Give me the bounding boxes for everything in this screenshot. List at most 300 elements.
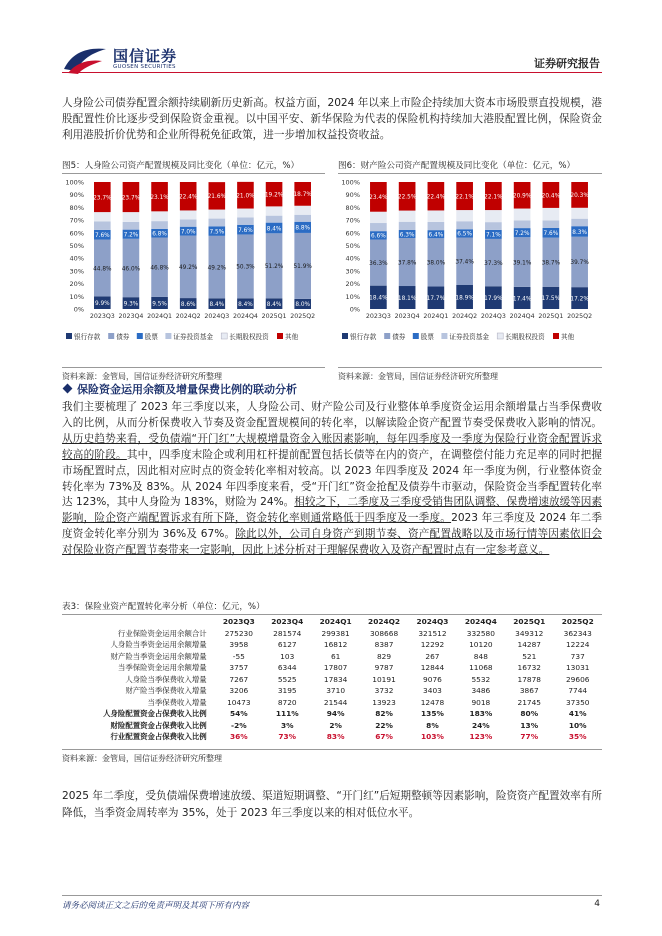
fig5-xtick-label: 2024Q1 (147, 313, 173, 320)
table3-source: 资料来源：金管局，国信证券经济研究所整理 (62, 754, 222, 763)
fig6-ytick-label: 80% (345, 203, 360, 212)
fig6-bar-segment (485, 222, 502, 230)
fig5-data-label: 49.2% (178, 265, 198, 272)
fig5-ytick-label: 40% (69, 254, 84, 263)
table3-cell: 12292 (420, 640, 445, 649)
fig6-bar-segment (428, 222, 445, 230)
fig6-data-label: 37.8% (397, 260, 417, 267)
fig6-data-label: 6.3% (399, 232, 415, 239)
fig5-bottom-rule (62, 367, 325, 368)
body-part4: 相较之下，二季度及三季度受销售团队调整、保费增速放缓等因素影响，险企资产端配置诉求有所下降，资金转化率则通常略低于四季度及一季度。 (62, 496, 602, 525)
table-row (62, 639, 602, 651)
fig6-data-label: 17.7% (426, 296, 446, 303)
table3-cell: 5532 (471, 674, 491, 684)
fig6-bar-segment (370, 212, 387, 223)
fig6-bar-segment (456, 221, 473, 229)
table-row (62, 697, 602, 709)
fig5-data-label: 22.4% (178, 194, 198, 201)
fig6-bar-segment (428, 210, 445, 221)
fig6-bar-segment (514, 220, 531, 228)
table3-col-header: 2024Q4 (464, 617, 497, 626)
fig5-data-label: 50.3% (236, 264, 255, 271)
table3-cell: 14287 (517, 640, 542, 649)
fig5-data-label: 21.6% (207, 194, 227, 201)
fig6-bar-segment (399, 222, 416, 230)
fig6-data-label: 20.9% (512, 193, 532, 200)
fig6-bar-segment (370, 223, 387, 231)
fig6-data-label: 22.1% (484, 194, 503, 201)
fig6-bar-segment (514, 209, 531, 221)
table3-cell: 737 (570, 651, 585, 661)
table3-row-label: 人身险配置资金占保费收入比例 (103, 709, 207, 718)
fig6-xtick-label: 2023Q4 (394, 313, 420, 320)
table3-cell: 3757 (229, 663, 249, 672)
table3-cell: 6344 (277, 663, 297, 672)
table3-cell: 10473 (227, 697, 251, 707)
table3-row-label: 财险配置资金占保费收入比例 (110, 720, 207, 730)
fig6-data-label: 36.3% (369, 260, 388, 267)
fig5-ytick-label: 10% (69, 292, 84, 301)
fig5-ytick-label: 50% (69, 242, 84, 250)
fig6-data-label: 37.3% (484, 260, 503, 267)
table3-cell: 3206 (229, 686, 249, 695)
fig5-data-label: 51.2% (264, 264, 284, 271)
fig6-xtick-label: 2023Q3 (365, 313, 391, 320)
fig5-xtick-label: 2024Q2 (175, 313, 201, 320)
fig5-ytick-label: 30% (69, 267, 84, 276)
fig6-xtick-label: 2024Q2 (452, 313, 478, 320)
table3-cell: 21544 (323, 697, 348, 707)
footer-disclaimer: 请务必阅读正文之后的免责声明及其项下所有内容 (62, 901, 250, 911)
table3-cell: 10191 (372, 674, 396, 684)
table3-row-label: 行业保险资金运用余额合计 (117, 628, 207, 638)
table3-row-label: 财产险当季资金运用余额增量 (110, 651, 207, 661)
fig5-bar-segment (180, 210, 197, 219)
fig6-data-label: 6.5% (457, 231, 472, 238)
fig6-legend-label: 股票 (420, 333, 434, 341)
company-name-cn: 国信证券 (113, 47, 178, 65)
fig5-legend-label: 股票 (144, 333, 158, 341)
table3-cell: 332580 (466, 628, 495, 638)
fig6-data-label: 6.4% (428, 232, 444, 239)
fig5-data-label: 19.2% (264, 192, 284, 199)
fig6-data-label: 38.0% (426, 260, 446, 267)
fig6-data-label: 23.4% (369, 195, 388, 202)
fig6-legend-swatch (413, 333, 419, 339)
fig5-source: 资料来源：金管局，国信证券经济研究所整理 (62, 372, 222, 381)
table3-cell: 54% (229, 709, 248, 718)
fig5-data-label: 8.8% (295, 225, 311, 232)
fig6-legend-swatch (553, 333, 559, 339)
table3-cell: 3732 (374, 686, 394, 695)
fig6-ytick-label: 90% (345, 191, 360, 200)
table3-cell: 3195 (277, 686, 297, 695)
page-number: 4 (594, 899, 600, 909)
table3-cell: 21745 (517, 697, 542, 707)
fig5-data-label: 8.0% (295, 302, 311, 309)
table3-cell: 8387 (374, 640, 394, 649)
fig6-data-label: 39.7% (570, 260, 589, 267)
fig5-data-label: 9.5% (152, 301, 167, 308)
table3-cell: 362343 (563, 628, 592, 638)
table3-cell: 5525 (277, 674, 297, 684)
table3-cell: 349312 (515, 628, 544, 638)
fig5-ytick-label: 70% (69, 216, 84, 225)
fig6-chart (338, 178, 602, 353)
table3-cell: 67% (375, 732, 393, 741)
fig5-legend-label: 长期股权投资 (229, 333, 269, 341)
table3-cell: 3867 (519, 686, 539, 695)
report-type: 证券研究报告 (534, 57, 600, 70)
table3-col-header: 2023Q4 (271, 617, 304, 626)
fig5-title-rule (62, 173, 325, 174)
fig6-legend-label: 证券投资基金 (449, 333, 489, 341)
fig5-ytick-label: 90% (69, 191, 84, 200)
fig6-data-label: 7.6% (543, 231, 559, 238)
table3-cell: 135% (421, 709, 444, 718)
fig6-data-label: 17.9% (484, 295, 503, 302)
table3-col-header: 2024Q2 (368, 617, 401, 626)
fig6-data-label: 7.2% (514, 230, 530, 237)
fig5-data-label: 8.4% (266, 226, 282, 233)
table3-cell: 29606 (565, 674, 590, 684)
fig6-legend-label: 银行存款 (350, 333, 377, 341)
table3-cell: 275230 (224, 628, 253, 638)
table3-cell: 3486 (471, 686, 491, 695)
table3-cell: 183% (469, 709, 493, 718)
table3-cell: 16732 (517, 663, 542, 672)
table3-cell: 22% (375, 720, 393, 730)
fig6-data-label: 22.5% (397, 194, 417, 201)
fig5-bar-segment (151, 211, 168, 221)
fig6-data-label: 22.1% (455, 194, 474, 201)
fig5-bar-segment (209, 219, 226, 227)
fig6-source: 资料来源：金管局，国信证券经济研究所整理 (338, 372, 498, 381)
table3-cell: 8720 (277, 697, 297, 707)
table3-col-header: 2025Q2 (561, 617, 594, 626)
table3-cell: 17807 (323, 663, 348, 672)
fig5-bar-segment (266, 206, 283, 215)
fig6-data-label: 20.3% (570, 193, 589, 200)
section-title (62, 381, 297, 397)
fig5-bar-segment (294, 215, 311, 222)
table3-row-label: 行业配置资金占保费收入比例 (110, 732, 207, 741)
fig6-bottom-rule (338, 367, 602, 368)
table3-cell: 82% (375, 709, 393, 718)
fig5-legend-label: 证券投资基金 (173, 333, 213, 341)
table3-cell: 6127 (277, 640, 297, 649)
fig6-data-label: 8.3% (572, 229, 587, 236)
fig6-legend-swatch (342, 333, 348, 339)
fig5-data-label: 8.4% (266, 301, 282, 308)
table-row (62, 651, 602, 663)
table3-cell: 123% (469, 732, 493, 741)
fig6-xtick-label: 2024Q1 (423, 313, 449, 320)
fig6-data-label: 17.4% (512, 296, 532, 303)
fig5-legend-swatch (137, 333, 143, 339)
fig5-bar-segment (180, 219, 197, 226)
table-row (62, 674, 602, 686)
table3-cell: 17834 (323, 674, 348, 684)
table3-cell: 299381 (321, 628, 350, 638)
fig6-ytick-label: 100% (341, 178, 360, 187)
table3-top-rule (62, 614, 602, 615)
table3-cell: 11068 (469, 663, 493, 672)
header-divider (62, 72, 602, 73)
fig5-bar-segment (209, 210, 226, 219)
table3-col-header: 2024Q1 (319, 617, 352, 626)
fig6-bar-segment (543, 220, 560, 228)
table3-cell: 267 (425, 651, 440, 661)
fig5-legend-swatch (221, 333, 227, 339)
fig5-data-label: 46.0% (121, 266, 141, 273)
table3-cell: 35% (568, 732, 587, 741)
fig5-legend-swatch (108, 333, 114, 339)
table-row (62, 720, 602, 732)
fig5-bar-segment (94, 212, 111, 221)
fig6-bar-segment (399, 211, 416, 222)
body-part5: 2023 年三季度及 2024 年二季度资金转化率分别为 36%及 67%。 (62, 512, 602, 541)
fig6-data-label: 18.9% (455, 295, 474, 302)
table3-cell: 7267 (229, 674, 249, 684)
table3-cell: 103 (280, 651, 295, 661)
fig6-bar-segment (571, 208, 588, 219)
fig6-legend-swatch (384, 333, 390, 339)
section-title-text: 保险资金运用余额及增量保费比例的联动分析 (77, 383, 297, 396)
table3-cell: 13% (520, 720, 539, 730)
fig5-data-label: 23.7% (93, 195, 112, 202)
fig5-legend-swatch (277, 333, 283, 339)
table3-cell: 83% (326, 732, 345, 741)
fig6-data-label: 37.4% (455, 259, 474, 266)
table3-cell: 281574 (273, 628, 302, 638)
fig6-title-rule (338, 173, 602, 174)
table3-cell: 9018 (471, 697, 491, 707)
fig5-data-label: 7.6% (94, 233, 110, 240)
fig6-ytick-label: 10% (345, 292, 360, 301)
table3-cell: 111% (275, 709, 299, 718)
fig6-bar-segment (456, 210, 473, 221)
fig5-data-label: 23.7% (121, 195, 141, 202)
fig5-legend-label: 债券 (116, 333, 130, 341)
fig6-legend-label: 长期股权投资 (505, 333, 545, 341)
fig5-bar-segment (237, 217, 254, 224)
fig6-bar-segment (543, 208, 560, 220)
fig6-legend-label: 其他 (561, 333, 575, 341)
fig5-ytick-label: 20% (69, 280, 84, 289)
fig5-bar-segment (123, 212, 140, 222)
table3-cell: 521 (522, 651, 537, 661)
table-row (62, 685, 602, 697)
fig5-ytick-label: 0% (73, 305, 84, 314)
fig5-bar-segment (266, 216, 283, 223)
table3-cell: 12478 (420, 697, 445, 707)
table3-cell: 94% (326, 709, 345, 718)
fig5-data-label: 46.8% (150, 265, 169, 272)
table3-cell: 3710 (326, 686, 346, 695)
table3-row-label: 人身险当季保费收入增量 (125, 674, 207, 684)
table3-cell: -2% (231, 720, 247, 730)
table3-cell: -55 (232, 651, 245, 661)
fig5-legend-label: 其他 (285, 333, 299, 341)
fig5-data-label: 7.2% (123, 232, 139, 239)
fig6-ytick-label: 0% (349, 305, 360, 314)
fig6-ytick-label: 70% (345, 216, 360, 225)
fig5-bar-segment (237, 209, 254, 218)
table3-bottom-rule (62, 749, 602, 750)
fig6-data-label: 18.1% (397, 295, 417, 302)
fig6-xtick-label: 2024Q3 (480, 313, 506, 320)
fig5-chart (62, 178, 325, 353)
table3-cell: 829 (376, 651, 392, 661)
fig5-data-label: 49.2% (207, 265, 227, 272)
fig6-data-label: 18.4% (369, 295, 388, 302)
fig5-xtick-label: 2024Q3 (204, 313, 230, 320)
table3-cell: 41% (568, 709, 587, 718)
table3-row-label: 当季保费收入增量 (147, 697, 207, 707)
fig5-data-label: 21.0% (236, 193, 255, 200)
fig5-data-label: 23.1% (150, 194, 169, 201)
diamond-bullet-icon (63, 384, 73, 394)
fig5-data-label: 9.9% (94, 301, 110, 308)
fig6-data-label: 17.5% (541, 296, 561, 303)
fig6-legend-swatch (441, 333, 447, 339)
fig6-xtick-label: 2024Q4 (509, 313, 535, 320)
fig5-bar-segment (294, 206, 311, 215)
fig6-data-label: 7.1% (486, 232, 501, 239)
fig6-xtick-label: 2025Q1 (538, 313, 564, 320)
body-part3: 其中，四季度末险企或利用杠杆提前配置包括长债等在内的资产，在调整偿付能力充足率的同时把握市场配置时点，因此相对应时点的资金转化率相对较高。以 2023 年四季度及 2024 年一季度为例，行业整体资金转化率为 73%及 83%。从 2024 年四季度来看，受“开门红”资金抢配及债券牛市驱动，保险资金当季配置转化率达 123%，其中人身险为 183%，财险为 24%。 (62, 448, 602, 509)
fig6-data-label: 38.7% (541, 260, 561, 267)
fig5-ytick-label: 80% (69, 203, 84, 212)
table-row (62, 708, 602, 720)
table-row (62, 628, 602, 640)
table3-cell: 10% (568, 720, 587, 730)
table3-cell: 13923 (372, 697, 396, 707)
fig6-ytick-label: 20% (345, 280, 360, 289)
table3 (62, 616, 602, 743)
fig5-bar-segment (151, 221, 168, 229)
table3-cell: 8% (426, 720, 439, 730)
table3-row-label: 当季保险资金运用余额增量 (117, 663, 207, 672)
table3-cell: 848 (473, 651, 488, 661)
fig5-title: 图5：人身险公司资产配置规模及同比变化（单位：亿元，%） (62, 161, 300, 171)
fig5-data-label: 18.7% (293, 192, 312, 199)
table3-cell: 321512 (418, 628, 447, 638)
fig6-legend-swatch (497, 333, 503, 339)
fig5-data-label: 7.0% (180, 229, 196, 236)
fig5-ytick-label: 100% (65, 178, 84, 187)
table3-cell: 2% (329, 720, 342, 730)
table3-cell: 103% (421, 732, 444, 741)
table3-cell: 3403 (423, 686, 442, 695)
footer-divider (62, 895, 602, 896)
table3-cell: 36% (229, 732, 248, 741)
table3-cell: 17878 (517, 674, 542, 684)
fig5-data-label: 8.4% (209, 301, 225, 308)
fig6-data-label: 22.4% (426, 194, 446, 201)
fig5-data-label: 7.6% (238, 227, 253, 234)
table3-cell: 24% (472, 720, 490, 730)
fig5-xtick-label: 2023Q4 (118, 313, 144, 320)
table3-cell: 12844 (420, 663, 445, 672)
table-row (62, 731, 602, 743)
fig5-xtick-label: 2024Q4 (232, 313, 258, 320)
guosen-logo-icon (62, 43, 108, 75)
table3-cell: 13031 (565, 663, 590, 672)
table3-row-label: 财产险当季保费收入增量 (125, 686, 207, 695)
fig6-bar-segment (571, 219, 588, 226)
fig6-data-label: 20.4% (541, 193, 561, 200)
table3-cell: 308668 (369, 628, 399, 638)
table3-cell: 61 (330, 651, 341, 661)
table3-cell: 10120 (469, 640, 493, 649)
fig6-data-label: 39.1% (512, 260, 532, 267)
table3-cell: 12224 (565, 640, 590, 649)
table-row (62, 662, 602, 674)
fig5-data-label: 44.8% (93, 266, 112, 273)
table3-cell: 3% (280, 720, 294, 730)
fig6-ytick-label: 40% (345, 254, 360, 263)
intro-paragraph: 人身险公司债券配置余额持续刷新历史新高。权益方面，2024 年以来上市险企持续加大资本市场股票直投规模，港股配置性价比逐步受到保险资金重视。以中国平安、新华保险为代表的保险机构持续加大港股配置比例，保险资金利用港股折价优势和企业所得税免征政策，进一步增加权益投资收益。 (62, 97, 602, 141)
table3-cell: 80% (520, 709, 539, 718)
fig5-legend-swatch (66, 333, 72, 339)
table3-row-label: 人身险当季资金运用余额增量 (110, 640, 207, 649)
fig6-title: 图6：财产险公司资产配置规模及同比变化（单位：亿元，%） (338, 161, 576, 171)
fig5-bar-segment (94, 221, 111, 229)
fig5-ytick-label: 60% (69, 229, 84, 238)
fig5-xtick-label: 2023Q3 (89, 313, 115, 320)
table3-title: 表3：保险业资产配置转化率分析（单位：亿元，%） (62, 602, 265, 612)
fig5-data-label: 7.5% (209, 229, 225, 236)
body-part2: 从历史趋势来看，受负债端“开门红”大规模增量资金入账因素影响，每年四季度及一季度为保险行业资金配置诉求较高的阶段。 (62, 432, 602, 461)
table3-col-header: 2023Q3 (222, 617, 255, 626)
table3-cell: 7744 (568, 686, 588, 695)
table3-cell: 3958 (229, 640, 249, 649)
fig6-ytick-label: 50% (345, 242, 360, 250)
fig5-xtick-label: 2025Q1 (261, 313, 287, 320)
fig5-data-label: 51.9% (293, 264, 312, 271)
fig6-ytick-label: 30% (345, 267, 360, 276)
fig5-data-label: 8.4% (238, 301, 253, 308)
body-part6: 除此以外，公司自身资产到期节奏、资产配置战略以及市场行情等因素依旧会对保险业资产配置节奏带来一定影响，因此上述分析对于理解保费收入及资产配置时点有一定参考意义。 (62, 528, 602, 557)
fig5-legend-swatch (165, 333, 171, 339)
table3-cell: 77% (520, 732, 539, 741)
fig6-bar-segment (485, 210, 502, 222)
table3-cell: 73% (278, 732, 297, 741)
body-paragraph (62, 400, 602, 559)
table3-col-header (62, 616, 215, 628)
company-name-en: GUOSEN SECURITIES (113, 64, 176, 70)
body-part1: 我们主要梳理了 2023 年三季度以来，人身险公司、财产险公司及行业整体单季度资金运用余额增量占当季保费收入的比例，从而分析保费收入节奏及资金配置规模间的转化率，以解读险企资产配置节奏受保费收入影响的情况。 (62, 401, 602, 429)
fig5-data-label: 6.8% (152, 231, 167, 238)
fig6-data-label: 6.6% (371, 233, 386, 240)
table3-cell: 9787 (374, 663, 394, 672)
fig5-legend-label: 银行存款 (74, 333, 101, 341)
table3-col-header: 2024Q3 (416, 617, 449, 626)
fig5-data-label: 9.3% (123, 301, 139, 308)
fig5-xtick-label: 2025Q2 (290, 313, 316, 320)
table3-cell: 37350 (565, 697, 590, 707)
fig6-data-label: 17.2% (570, 296, 589, 303)
table3-cell: 16812 (323, 640, 348, 649)
table3-col-header: 2025Q1 (513, 617, 546, 626)
fig5-bar-segment (123, 222, 140, 230)
table3-cell: 9076 (423, 674, 442, 684)
closing-paragraph: 2025 年二季度，受负债端保费增速放缓、渠道短期调整、“开门红”后短期整顿等因素影响，险资资产配置效率有所降低，当季资金周转率为 35%，处于 2023 年三季度以来的相对低位水平。 (62, 790, 602, 819)
fig6-legend-label: 债券 (392, 333, 406, 341)
fig5-data-label: 8.6% (180, 301, 196, 308)
